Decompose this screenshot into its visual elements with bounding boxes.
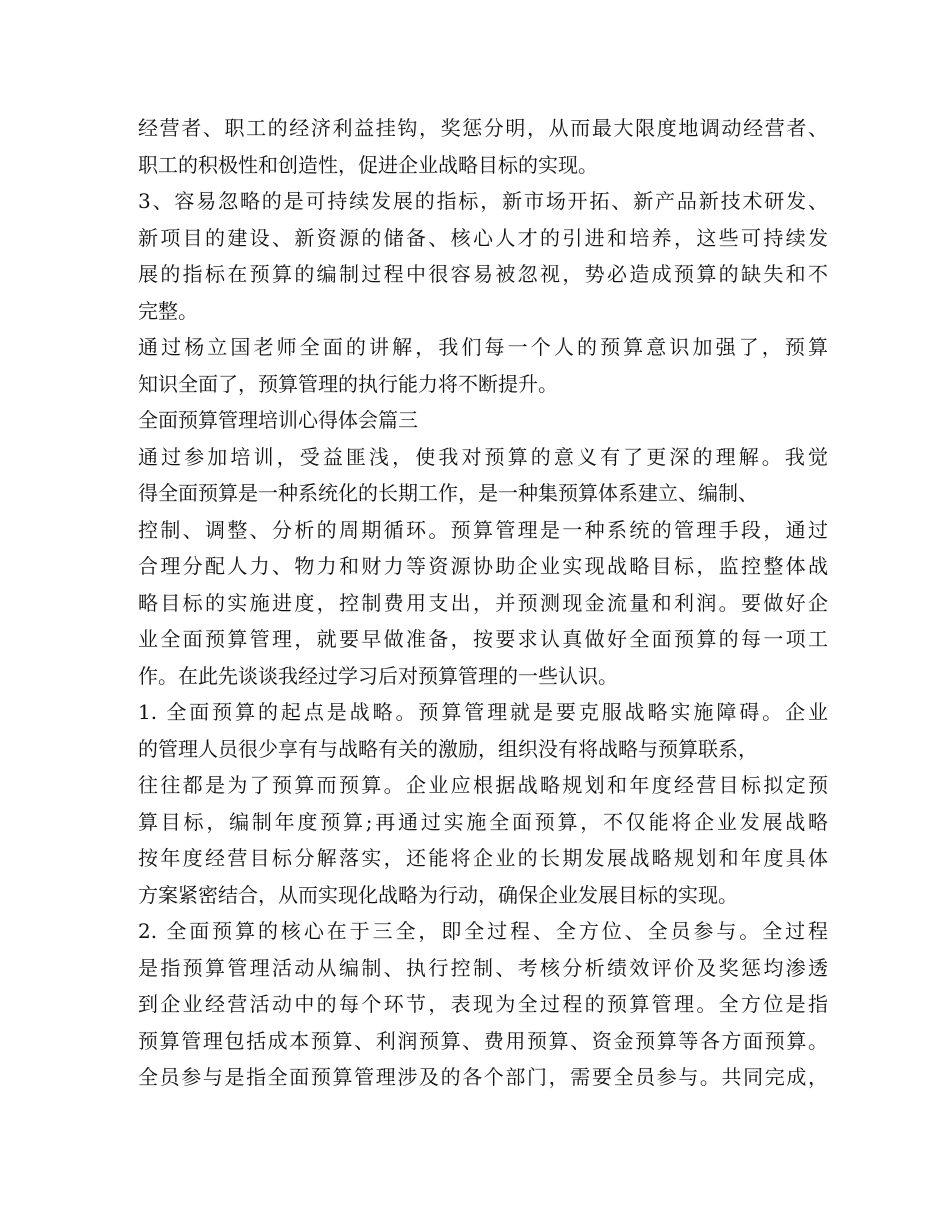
text-line: 1. 全面预算的起点是战略。预算管理就是要克服战略实施障碍。企业 xyxy=(138,700,828,724)
text-line: 按年度经营目标分解落实，还能将企业的长期发展战略规划和年度具体 xyxy=(138,846,828,870)
text-line: 2. 全面预算的核心在于三全，即全过程、全方位、全员参与。全过程 xyxy=(138,919,828,943)
text-line: 3、容易忽略的是可持续发展的指标，新市场开拓、新产品新技术研发、 xyxy=(138,189,828,213)
body-text xyxy=(138,110,828,1096)
text-line: 知识全面了，预算管理的执行能力将不断提升。 xyxy=(138,371,558,396)
text-line: 新项目的建设、新资源的储备、核心人才的引进和培养，这些可持续发 xyxy=(138,225,828,250)
text-line: 作。在此先谈谈我经过学习后对预算管理的一些认识。 xyxy=(138,663,618,688)
text-line: 全员参与是指全面预算管理涉及的各个部门，需要全员参与。共同完成， xyxy=(138,1065,828,1089)
text-line: 到企业经营活动中的每个环节，表现为全过程的预算管理。全方位是指 xyxy=(138,992,828,1016)
text-line: 算目标，编制年度预算;再通过实施全面预算，不仅能将企业发展战略 xyxy=(138,809,828,834)
text-line: 职工的积极性和创造性，促进企业战略目标的实现。 xyxy=(138,152,598,177)
text-line: 合理分配人力、物力和财力等资源协助企业实现战略目标，监控整体战 xyxy=(138,554,828,578)
text-line: 的管理人员很少享有与战略有关的激励，组织没有将战略与预算联系， xyxy=(138,736,758,761)
text-line: 经营者、职工的经济利益挂钩，奖惩分明，从而最大限度地调动经营者、 xyxy=(138,116,828,140)
text-line: 略目标的实施进度，控制费用支出，并预测现金流量和利润。要做好企 xyxy=(138,590,828,615)
text-line: 控制、调整、分析的周期循环。预算管理是一种系统的管理手段，通过 xyxy=(138,517,828,542)
text-line: 业全面预算管理，就要早做准备，按要求认真做好全面预算的每一项工 xyxy=(138,627,828,651)
text-line: 预算管理包括成本预算、利润预算、费用预算、资金预算等各方面预算。 xyxy=(138,1028,828,1053)
text-line: 是指预算管理活动从编制、执行控制、考核分析绩效评价及奖惩均渗透 xyxy=(138,955,828,980)
text-line: 完整。 xyxy=(138,298,198,323)
text-line: 方案紧密结合，从而实现化战略为行动，确保企业发展目标的实现。 xyxy=(138,882,738,907)
text-line: 往往都是为了预算而预算。企业应根据战略规划和年度经营目标拟定预 xyxy=(138,773,828,797)
text-line: 展的指标在预算的编制过程中很容易被忽视，势必造成预算的缺失和不 xyxy=(138,262,828,286)
text-line: 得全面预算是一种系统化的长期工作，是一种集预算体系建立、编制、 xyxy=(138,481,758,505)
text-line: 通过参加培训，受益匪浅，使我对预算的意义有了更深的理解。我觉 xyxy=(138,444,828,469)
text-line: 全面预算管理培训心得体会篇三 xyxy=(138,408,418,432)
text-line: 通过杨立国老师全面的讲解，我们每一个人的预算意识加强了，预算 xyxy=(138,335,828,359)
